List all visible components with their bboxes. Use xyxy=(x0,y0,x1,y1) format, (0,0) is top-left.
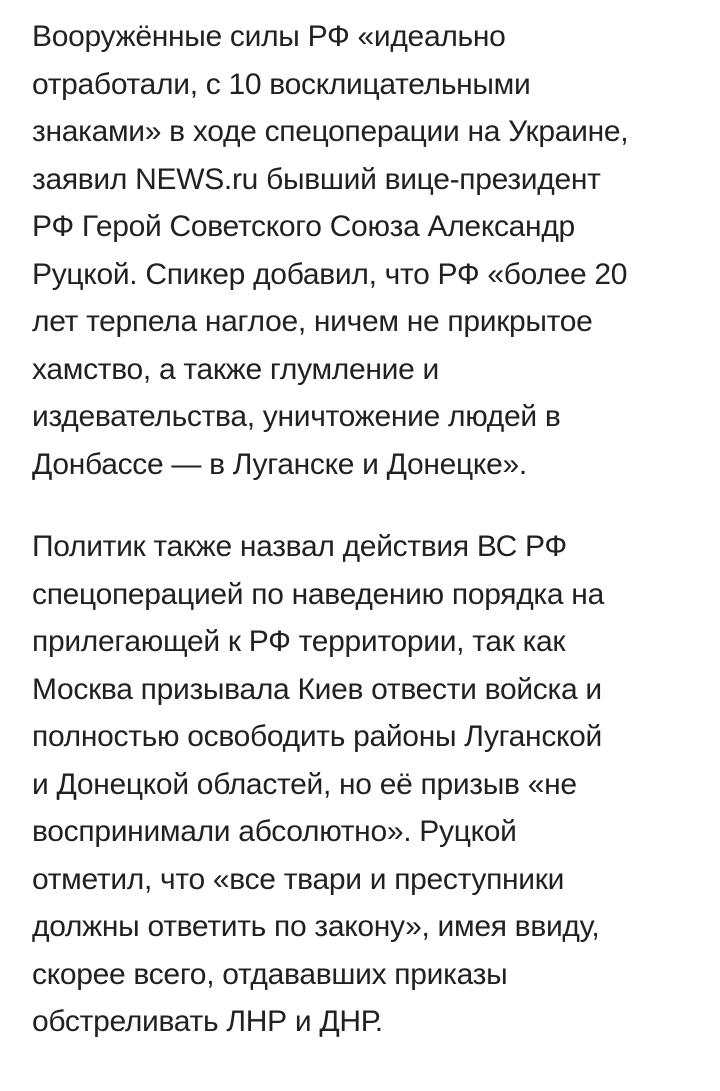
text-line: Москва призывала Киев отвести войска и xyxy=(32,672,602,706)
text-line: знаками» в ходе спецоперации на Украине, xyxy=(32,115,629,148)
text-line: Донбассе — в Луганске и Донецке». xyxy=(32,447,527,481)
text-line: издевательства, уничтожение людей в xyxy=(32,400,561,433)
text-line: и Донецкой областей, но её призыв «не xyxy=(32,767,577,801)
text-line: должны ответить по закону», имея ввиду, xyxy=(32,910,600,943)
paragraph xyxy=(32,13,688,488)
text-line: Вооружённые силы РФ «идеально xyxy=(32,20,506,53)
text-line: Политик также назвал действия ВС РФ xyxy=(32,530,567,563)
text-line: РФ Герой Советского Союза Александр xyxy=(32,210,575,243)
text-line: отметил, что «все твари и преступники xyxy=(32,862,565,896)
text-line: спецоперацией по наведению порядка на xyxy=(32,577,604,611)
paragraph xyxy=(32,523,688,1046)
text-line: лет терпела наглое, ничем не прикрытое xyxy=(32,305,593,338)
text-line: скорее всего, отдававших приказы xyxy=(32,957,508,991)
text-line: заявил NEWS.ru бывший вице-президент xyxy=(32,162,601,196)
text-line: Руцкой. Спикер добавил, что РФ «более 20 xyxy=(32,257,628,291)
text-line: прилегающей к РФ территории, так как xyxy=(32,625,566,658)
text-line: хамство, а также глумление и xyxy=(32,352,439,386)
text-line: воспринимали абсолютно». Руцкой xyxy=(32,815,517,848)
text-line: полностью освободить районы Луганской xyxy=(32,720,603,753)
text-line: отработали, с 10 восклицательными xyxy=(32,67,531,101)
text-line: обстреливать ЛНР и ДНР. xyxy=(32,1005,383,1038)
